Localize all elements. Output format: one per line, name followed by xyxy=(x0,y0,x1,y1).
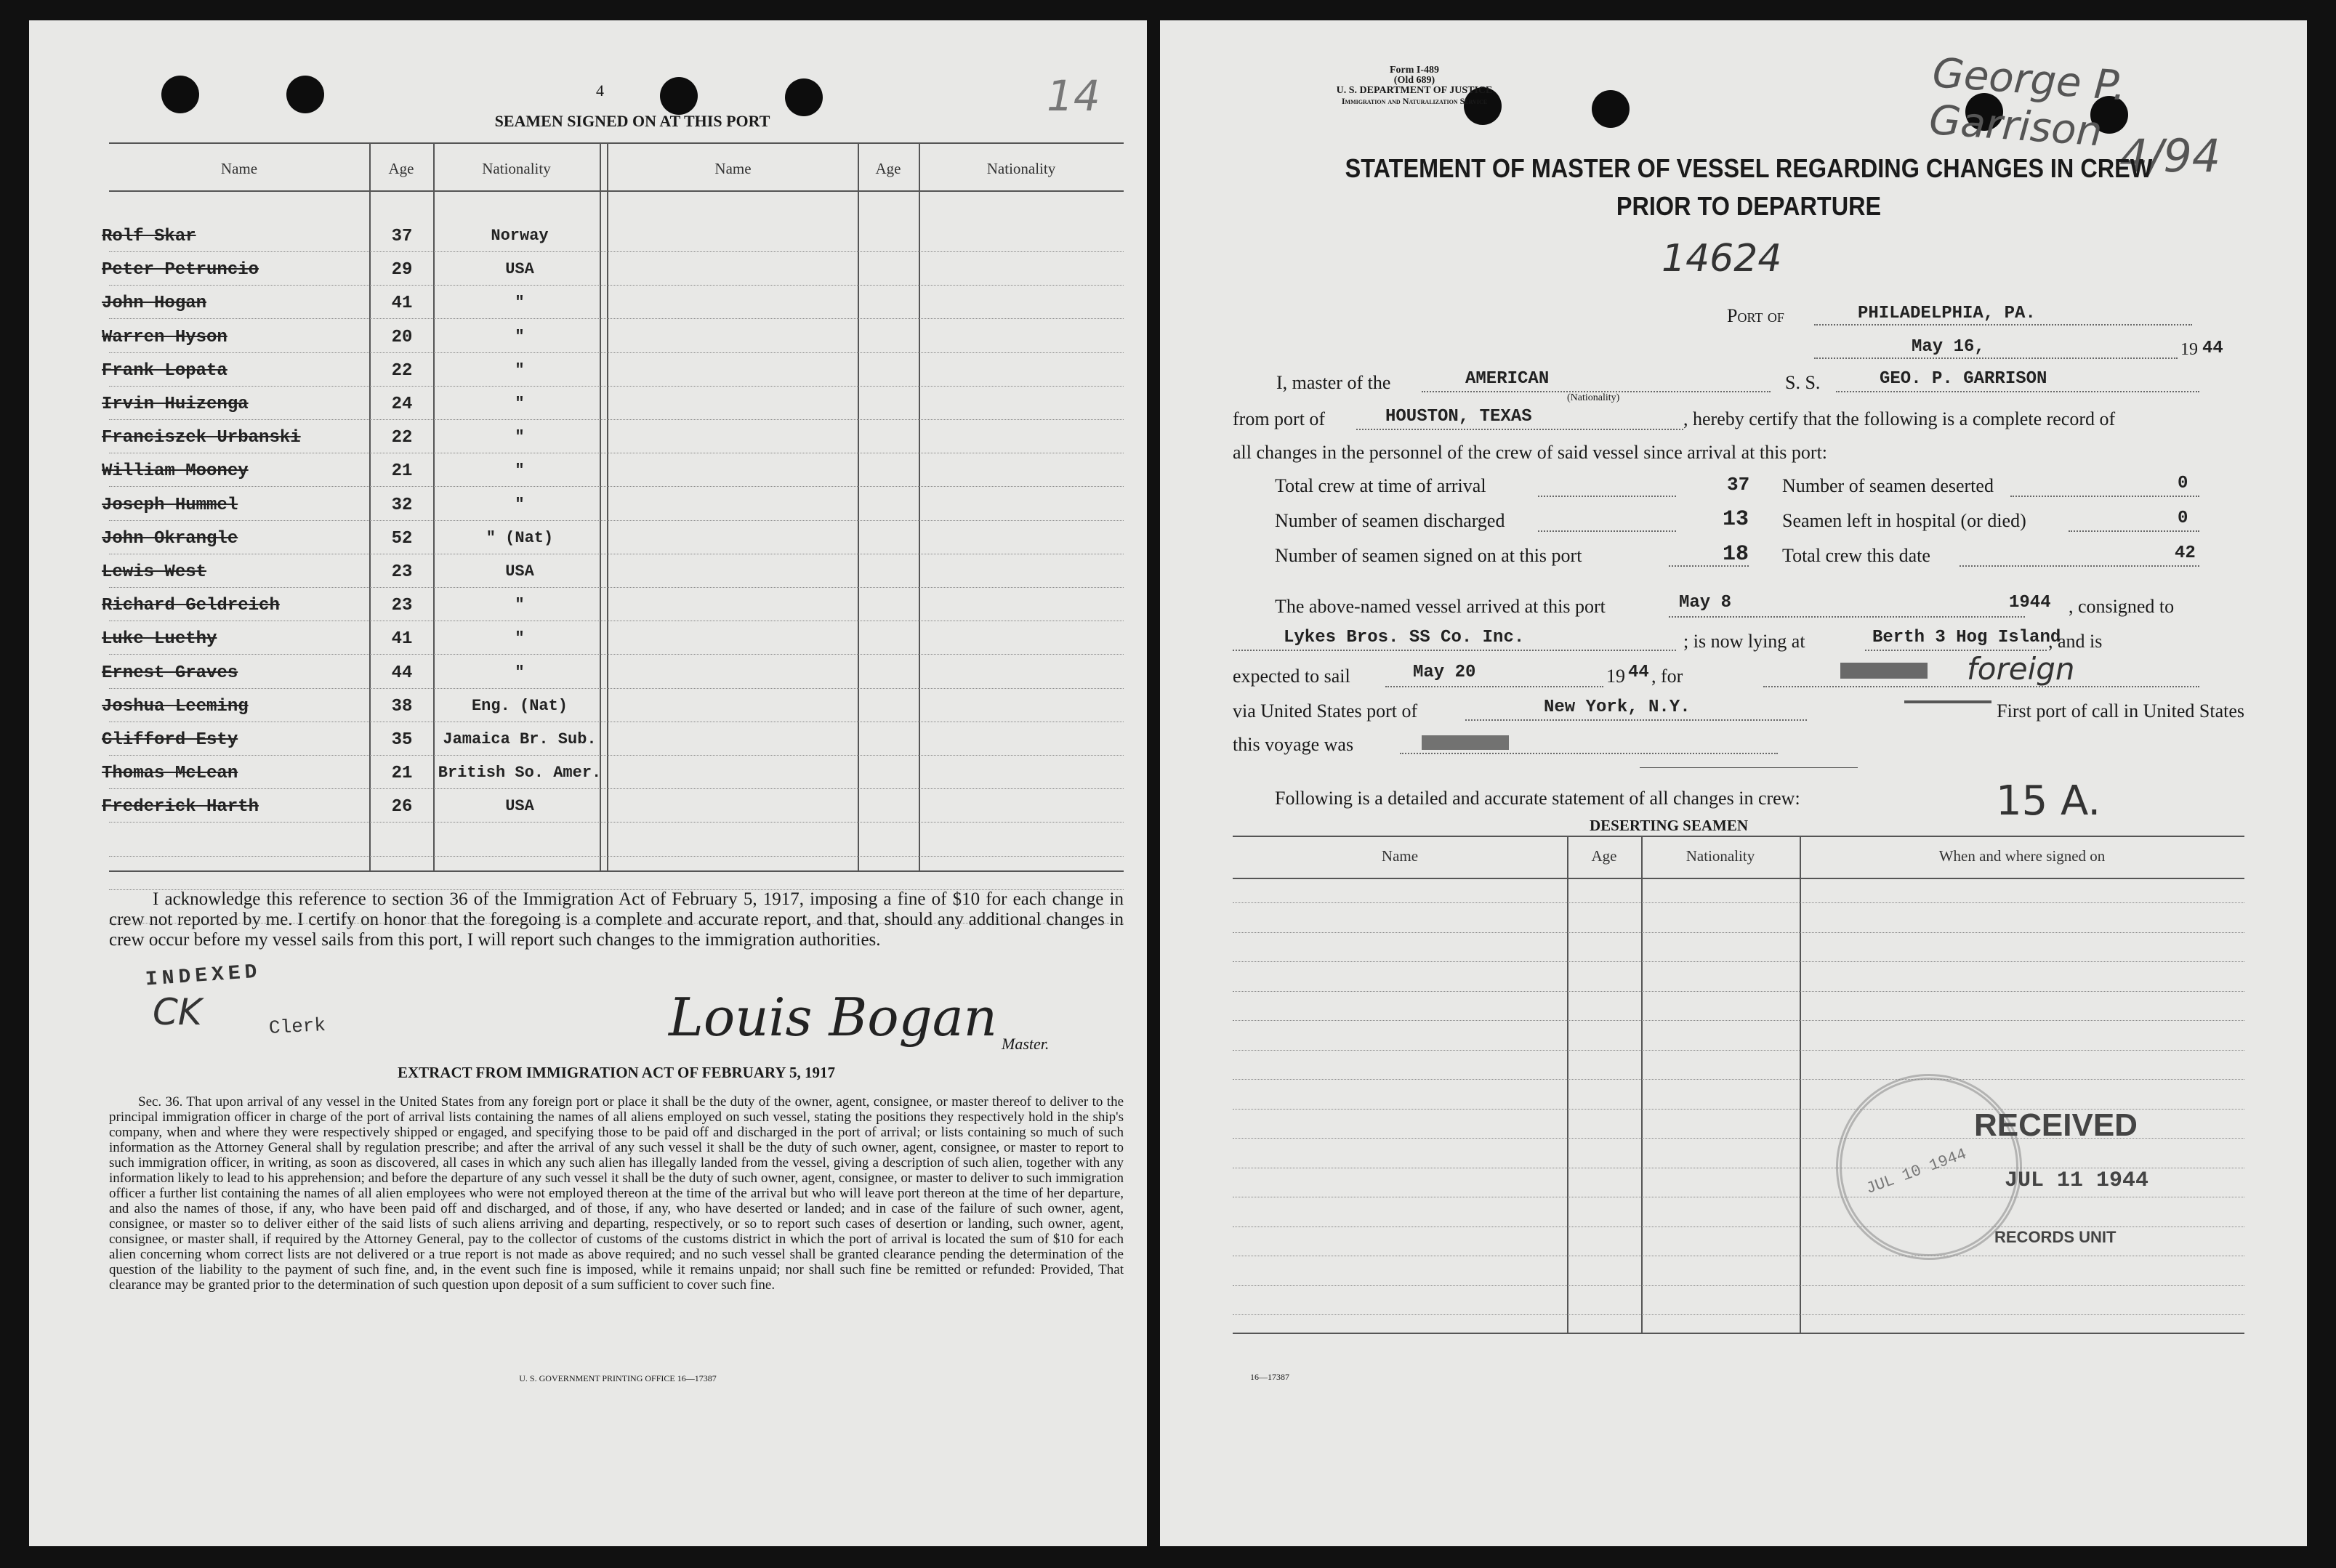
seaman-name: Luke Luethy xyxy=(102,629,217,650)
nationality-caption: (Nationality) xyxy=(1567,392,1620,403)
deserting-row-line xyxy=(1233,1226,2244,1227)
punch-hole xyxy=(785,78,823,116)
printing-office: U. S. GOVERNMENT PRINTING OFFICE 16—17387 xyxy=(519,1373,717,1383)
voyage-label: this voyage was xyxy=(1233,734,1354,755)
seaman-nationality: " xyxy=(515,495,525,514)
seaman-nationality: " xyxy=(515,294,525,312)
total-crew-arrival-label: Total crew at time of arrival xyxy=(1275,475,1486,496)
seaman-name: Joseph Hummel xyxy=(102,495,238,515)
redacted-mark xyxy=(1840,663,1928,679)
seaman-nationality: " xyxy=(515,596,525,615)
row-line xyxy=(109,386,1124,387)
deserting-title: DESERTING SEAMEN xyxy=(1589,817,1749,834)
year-prefix: 19 xyxy=(2180,340,2198,359)
extract-text: Sec. 36. That upon arrival of any vessel in the United States from any foreign port or place it shall be the duty of the owner, agent, consignee, or master thereof to deliver to the principal immigration officer in charge of the port of arrival lists containing the names of all aliens employed on such vessel, stating the positions they respectively hold in the ship's company, when and where they were respectively shipped or engaged, and specifying those to be paid off and discharged in the port of arrival; or lists containing so much of such information as the Attorney General shall by regulation prescribe; and after the arrival of any such vessel it shall be the duty of such owner, agent, consignee, or master to report to such immigration officer, in writing, as soon as discovered, all cases in which any such alien has illegally landed from the vessel, giving a description of such alien, together with any information likely to lead to his apprehension; and before the departure of any such vessel it shall be the duty of such owner, agent, consignee, or master to deliver to such immigration officer a further list containing the names of all alien employees who were not employed thereon at the time of the arrival but who will leave port thereon at the time of her departure, and also the names of those, if any, who have been paid off and discharged, and of those, if any, who have deserted or landed; and in case of the failure of such owner, agent, consignee, or master so to deliver either of the said lists of such aliens arriving and departing, respectively, or so to report such cases of desertion or landing, such owner, agent, consignee, or master shall, if required by the Attorney General, pay to the collector of customs of the customs district in which the port of arrival is located the sum of $10 for each alien concerning whom correct lists are not delivered or a true report is not made as above required; and no such vessel shall be granted clearance pending the determination of the question of the liability to the payment of such fine, and, in the event such fine is imposed, while it remains unpaid; nor shall such fine be remitted or refunded: Provided, That clearance may be granted prior to the determination of such question upon deposit of a sum sufficient to cover such fine. xyxy=(109,1094,1124,1293)
column-header-nationality: Nationality xyxy=(482,160,551,177)
destination: foreign xyxy=(1967,651,2075,687)
seaman-age: 41 xyxy=(391,294,413,314)
via-label: via United States port of xyxy=(1233,700,1418,722)
acknowledgment-text: I acknowledge this reference to section 36 of the Immigration Act of February 5, 1917, imposing a fine of $10 for each change in crew not reported by me. I certify on honor that the foregoing is a complete and accurate report, and that, should any additional changes in crew occur before my vessel sails from this port, I will report such changes to the immigration authorities. xyxy=(109,889,1124,950)
deserting-row-line xyxy=(1233,991,2244,992)
seaman-nationality: " xyxy=(515,360,525,379)
signed-on-label: Number of seamen signed on at this port xyxy=(1275,545,1582,566)
right-page xyxy=(1160,20,2307,1546)
seaman-name: William Mooney xyxy=(102,461,249,482)
seaman-name: Clifford Esty xyxy=(102,730,238,750)
year-suffix: 44 xyxy=(2202,339,2223,358)
master-label: Master. xyxy=(1002,1035,1050,1053)
row-line xyxy=(109,923,1124,924)
seaman-age: 21 xyxy=(391,461,413,482)
punch-hole xyxy=(161,76,199,113)
seaman-nationality: " xyxy=(515,327,525,346)
row-line xyxy=(109,352,1124,353)
master-of-label: I, master of the xyxy=(1276,372,1391,393)
seaman-age: 37 xyxy=(391,227,413,246)
seaman-age: 26 xyxy=(391,797,413,817)
seaman-age: 20 xyxy=(391,327,413,347)
seaman-age: 32 xyxy=(391,495,413,515)
seaman-age: 23 xyxy=(391,562,413,582)
lying-label: ; is now lying at xyxy=(1683,631,1805,652)
column-header-name: Name xyxy=(220,160,258,177)
clerk-label: Clerk xyxy=(268,1014,326,1040)
seaman-nationality: " xyxy=(515,395,525,413)
seaman-nationality: USA xyxy=(505,562,534,581)
arrived-label: The above-named vessel arrived at this port xyxy=(1275,596,1606,617)
deserting-row-line xyxy=(1233,961,2244,962)
seaman-age: 21 xyxy=(391,764,413,784)
all-changes-text: all changes in the personnel of the crew of said vessel since arrival at this port: xyxy=(1233,442,1828,463)
ss-label: S. S. xyxy=(1785,372,1821,393)
row-line xyxy=(109,419,1124,420)
seaman-name: Frederick Harth xyxy=(102,797,259,817)
received-date: JUL 11 1944 xyxy=(2005,1168,2149,1193)
master-signature: Louis Bogan xyxy=(669,987,998,1048)
left-title: SEAMEN SIGNED ON AT THIS PORT xyxy=(494,112,770,130)
seaman-nationality: " (Nat) xyxy=(486,528,554,547)
deserting-col-name: Name xyxy=(1381,847,1419,865)
seaman-age: 24 xyxy=(391,395,413,414)
total-crew-date-label: Total crew this date xyxy=(1782,545,1930,566)
seaman-name: John Hogan xyxy=(102,294,207,314)
hospital-count: 0 xyxy=(2178,509,2188,528)
column-header-name-2: Name xyxy=(714,160,752,177)
total-crew-arrival: 37 xyxy=(1727,474,1750,496)
seaman-nationality: USA xyxy=(505,260,534,279)
consignee: Lykes Bros. SS Co. Inc. xyxy=(1284,628,1525,647)
row-line xyxy=(109,587,1124,588)
corner-note: 14 xyxy=(1047,71,1100,121)
hospital-label: Seamen left in hospital (or died) xyxy=(1782,510,2026,531)
seaman-nationality: " xyxy=(515,663,525,682)
arrived-year: 1944 xyxy=(2009,593,2051,613)
title-line-1: STATEMENT OF MASTER OF VESSEL REGARDING CHANGES IN CREW xyxy=(1345,153,2153,183)
sail-date: May 20 xyxy=(1413,663,1476,682)
seaman-nationality: British So. Amer. xyxy=(438,764,602,783)
seaman-name: Irvin Huizenga xyxy=(102,395,249,414)
form-header xyxy=(1313,65,1516,106)
sail-year-suffix: 44 xyxy=(1628,663,1649,682)
expected-label: expected to sail xyxy=(1233,666,1350,687)
row-line xyxy=(109,688,1124,689)
following-label: Following is a detailed and accurate statement of all changes in crew: xyxy=(1275,788,1800,809)
seaman-nationality: " xyxy=(515,629,525,648)
old-form-number: (Old 689) xyxy=(1393,75,1435,86)
extract-title: EXTRACT FROM IMMIGRATION ACT OF FEBRUARY 5, 1917 xyxy=(397,1064,836,1081)
deserting-row-line xyxy=(1233,1079,2244,1080)
row-line xyxy=(109,755,1124,756)
deserting-row-line xyxy=(1233,1314,2244,1315)
certify-text: , hereby certify that the following is a complete record of xyxy=(1683,408,2116,429)
berth: Berth 3 Hog Island xyxy=(1872,628,2061,647)
total-crew-date: 42 xyxy=(2175,543,2196,563)
discharged-count: 13 xyxy=(1723,507,1749,532)
seaman-name: Warren Hyson xyxy=(102,327,227,347)
seaman-age: 22 xyxy=(391,428,413,448)
received-stamp: RECEIVED xyxy=(1974,1107,2138,1143)
seaman-nationality: Eng. (Nat) xyxy=(471,696,568,715)
section-code: 15 A. xyxy=(1996,777,2101,825)
row-line xyxy=(109,486,1124,487)
for-label: , for xyxy=(1651,666,1683,687)
seaman-name: Peter Petruncio xyxy=(102,260,259,280)
records-unit: RECORDS UNIT xyxy=(1994,1228,2117,1246)
deserting-col-age: Age xyxy=(1591,847,1617,865)
deserting-col-signed-on: When and where signed on xyxy=(1938,847,2106,865)
deserting-row-line xyxy=(1233,1285,2244,1286)
seaman-age: 29 xyxy=(391,260,413,280)
department: U. S. DEPARTMENT OF JUSTICE xyxy=(1336,85,1493,96)
row-line xyxy=(109,889,1124,890)
seaman-nationality: Norway xyxy=(491,227,549,245)
left-page xyxy=(29,20,1147,1546)
seaman-age: 35 xyxy=(391,730,413,750)
port-value: PHILADELPHIA, PA. xyxy=(1858,304,2036,323)
row-line xyxy=(109,822,1124,823)
seaman-name: Frank Lopata xyxy=(102,360,227,381)
row-line xyxy=(109,251,1124,252)
handwritten-number: 4/94 xyxy=(2119,129,2221,182)
signed-on-count: 18 xyxy=(1723,542,1749,567)
vessel-nationality: AMERICAN xyxy=(1465,369,1550,389)
clerk-initials: CK xyxy=(153,991,202,1033)
indexed-stamp: INDEXED xyxy=(145,961,262,992)
from-port: HOUSTON, TEXAS xyxy=(1385,407,1532,427)
arrived-date: May 8 xyxy=(1679,593,1732,613)
round-stamp-date: JUL 10 1944 xyxy=(1864,1144,1970,1199)
column-header-nationality-2: Nationality xyxy=(986,160,1056,177)
sail-year-prefix: 19 xyxy=(1606,666,1625,687)
seaman-name: Rolf Skar xyxy=(102,227,196,246)
deserted-label: Number of seamen deserted xyxy=(1782,475,1994,496)
seaman-nationality: Jamaica Br. Sub. xyxy=(443,730,597,748)
row-line xyxy=(109,318,1124,319)
seaman-age: 41 xyxy=(391,629,413,650)
deserted-count: 0 xyxy=(2178,474,2188,493)
row-line xyxy=(109,285,1124,286)
redacted-mark xyxy=(1422,735,1509,750)
service-name: Immigration and Naturalization Service xyxy=(1341,96,1488,106)
page-number: 4 xyxy=(596,81,604,100)
form-number: Form I-489 xyxy=(1389,65,1440,76)
punch-hole xyxy=(1592,90,1630,128)
report-date: May 16, xyxy=(1912,337,1985,357)
deserting-row-line xyxy=(1233,1109,2244,1110)
seaman-name: John Okrangle xyxy=(102,528,238,549)
row-line xyxy=(109,520,1124,521)
seaman-name: Thomas McLean xyxy=(102,764,238,784)
seaman-age: 52 xyxy=(391,528,413,549)
deserting-row-line xyxy=(1233,1138,2244,1139)
port-label: Port of xyxy=(1727,305,1784,326)
footer-code: 16—17387 xyxy=(1250,1372,1289,1382)
deserting-row-line xyxy=(1233,1020,2244,1021)
seaman-name: Franciszek Urbanski xyxy=(102,428,301,448)
seaman-nationality: " xyxy=(515,461,525,480)
first-port-label: First port of call in United States xyxy=(1997,700,2244,722)
deserting-row-line xyxy=(1233,932,2244,933)
punch-hole xyxy=(660,77,698,115)
column-header-age: Age xyxy=(388,160,414,177)
column-header-age-2: Age xyxy=(875,160,901,177)
deserting-row-line xyxy=(1233,902,2244,903)
consigned-label: , consigned to xyxy=(2069,596,2175,617)
row-line xyxy=(109,856,1124,857)
file-number: 14624 xyxy=(1662,237,1782,280)
row-line xyxy=(109,654,1124,655)
seaman-age: 23 xyxy=(391,596,413,616)
seaman-name: Joshua Leeming xyxy=(102,696,249,716)
deserting-row-line xyxy=(1233,1050,2244,1051)
row-line xyxy=(109,788,1124,789)
title-line-2: PRIOR TO DEPARTURE xyxy=(1616,191,1882,221)
seaman-nationality: " xyxy=(515,428,525,447)
seaman-name: Richard Geldreich xyxy=(102,596,280,616)
punch-hole xyxy=(286,76,324,113)
seaman-age: 38 xyxy=(391,696,413,716)
deserting-col-nationality: Nationality xyxy=(1685,847,1755,865)
seaman-name: Lewis West xyxy=(102,562,207,582)
seaman-age: 44 xyxy=(391,663,413,683)
seaman-name: Ernest Graves xyxy=(102,663,238,683)
handwritten-name: George P. Garrison xyxy=(1928,49,2128,156)
form-title xyxy=(1324,150,2174,225)
and-is-label: , and is xyxy=(2048,631,2103,652)
seaman-nationality: USA xyxy=(505,797,534,816)
from-port-label: from port of xyxy=(1233,408,1326,429)
vessel-name: GEO. P. GARRISON xyxy=(1880,369,2047,389)
via-port: New York, N.Y. xyxy=(1544,698,1691,717)
seaman-age: 22 xyxy=(391,360,413,381)
discharged-label: Number of seamen discharged xyxy=(1275,510,1505,531)
